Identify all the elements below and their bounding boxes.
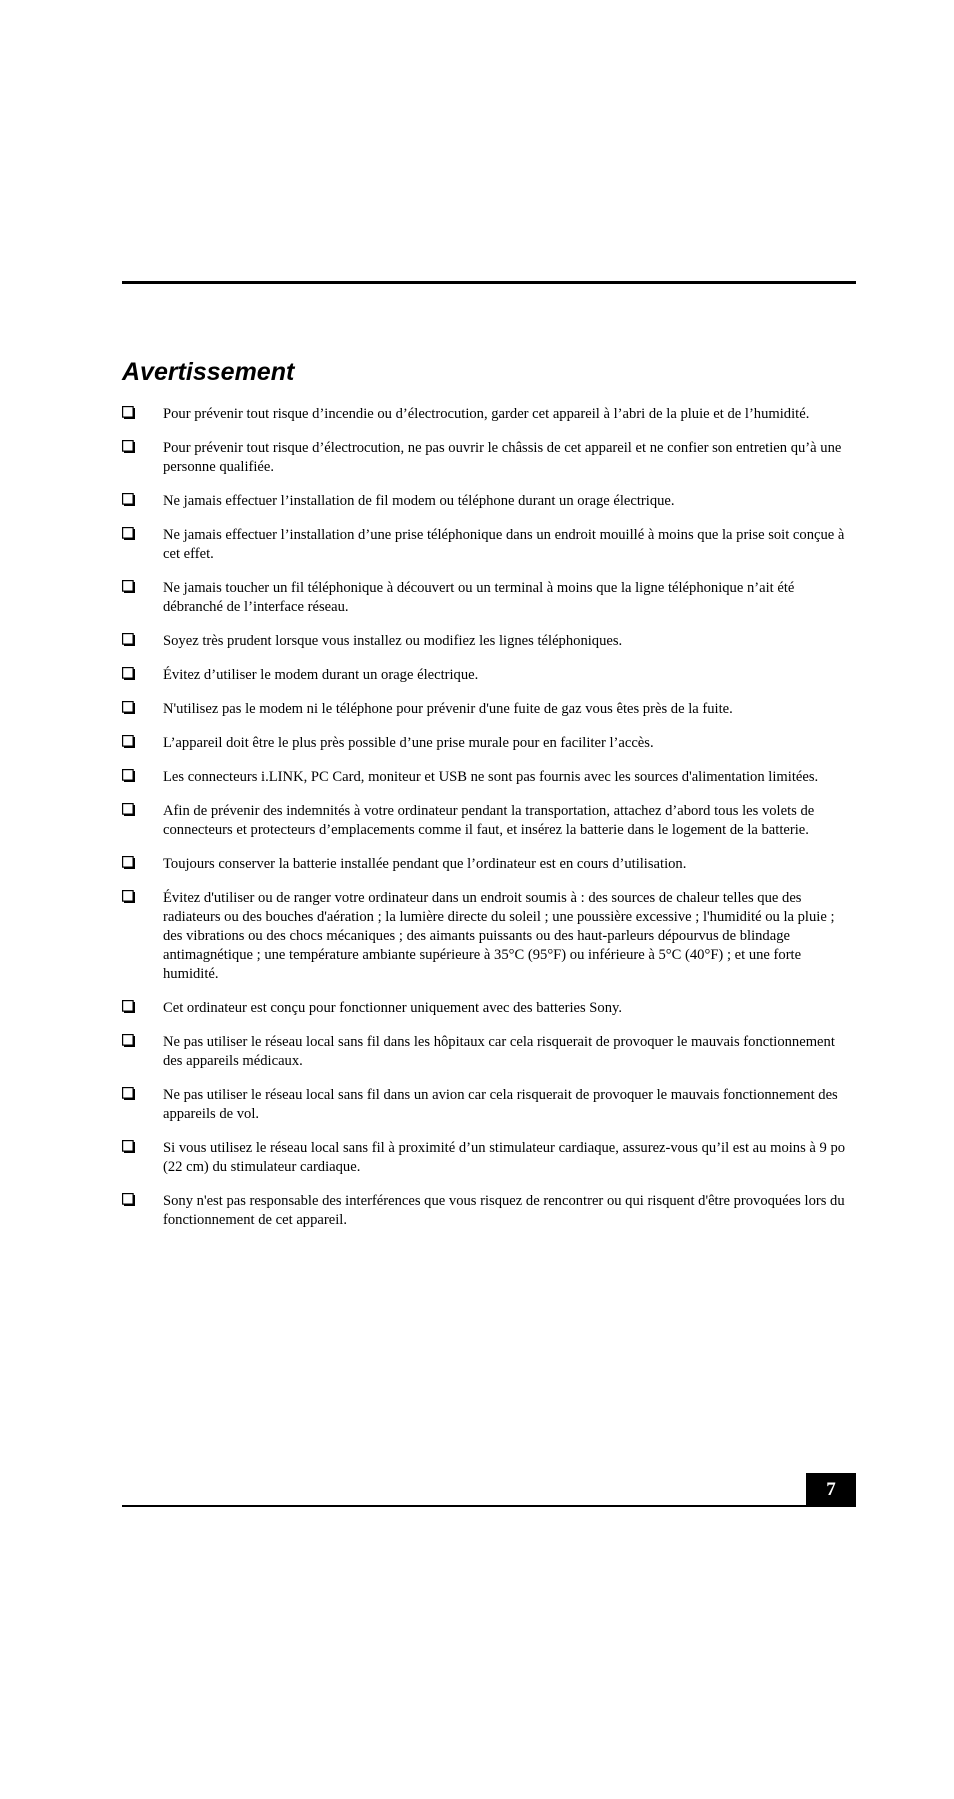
list-item-text: L’appareil doit être le plus près possible d’une prise murale pour en faciliter l’accès. [163,735,654,751]
list-item [122,802,856,840]
page-number: 7 [806,1473,856,1506]
checkbox-icon [122,769,135,782]
list-item-text: Ne jamais effectuer l’installation d’une prise téléphonique dans un endroit mouillé à moins que la prise soit conçue à cet effet. [163,527,845,562]
list-item [122,579,856,617]
list-item [122,439,856,477]
list-item [122,492,856,511]
list-item [122,1192,856,1230]
list-item [122,700,856,719]
list-item [122,999,856,1018]
list-item-text: Évitez d’utiliser le modem durant un orage électrique. [163,667,479,683]
list-item-text: Pour prévenir tout risque d’incendie ou d’électrocution, garder cet appareil à l’abri de la pluie et de l’humidité. [163,406,810,422]
checkbox-icon [122,406,135,419]
footer-rule [122,1505,856,1507]
checkbox-icon [122,735,135,748]
list-item-text: Si vous utilisez le réseau local sans fil à proximité d’un stimulateur cardiaque, assurez-vous qu’il est au moins à 9 po (22 cm) du stimulateur cardiaque. [163,1140,846,1175]
list-item-text: Ne pas utiliser le réseau local sans fil dans un avion car cela risquerait de provoquer le mauvais fonctionnement des appareils de vol. [163,1087,838,1122]
checkbox-icon [122,856,135,869]
list-item [122,666,856,685]
list-item [122,768,856,787]
list-item-text: Les connecteurs i.LINK, PC Card, moniteur et USB ne sont pas fournis avec les sources d'alimentation limitées. [163,769,819,785]
list-item-text: Toujours conserver la batterie installée pendant que l’ordinateur est en cours d’utilisation. [163,856,687,872]
header-rule [122,281,856,284]
list-item-text: Ne jamais toucher un fil téléphonique à découvert ou un terminal à moins que la ligne téléphonique n’ait été débranché de l’interface réseau. [163,580,795,615]
list-item-text: Pour prévenir tout risque d’électrocution, ne pas ouvrir le châssis de cet appareil et ne confier son entretien qu’à une personne qualifiée. [163,440,842,475]
list-item [122,1086,856,1124]
warning-list [122,405,856,1245]
list-item-text: Évitez d'utiliser ou de ranger votre ordinateur dans un endroit soumis à : des sources de chaleur telles que des radiateurs ou des bouches d'aération ; la lumière directe du soleil ; une poussière excessive ; l'humidité ou la pluie ; des vibrations ou des chocs mécaniques ; des aimants puissants ou des haut-parleurs dépourvus de blindage antimagnétique ; une température ambiante supérieure à 35°C (95°F) ou inférieure à 5°C (40°F) ; et une forte humidité. [163,890,835,982]
list-item-text: Ne jamais effectuer l’installation de fil modem ou téléphone durant un orage électrique. [163,493,675,509]
list-item-text: N'utilisez pas le modem ni le téléphone pour prévenir d'une fuite de gaz vous êtes près de la fuite. [163,701,733,717]
list-item-text: Ne pas utiliser le réseau local sans fil dans les hôpitaux car cela risquerait de provoquer le mauvais fonctionnement des appareils médicaux. [163,1034,835,1069]
checkbox-icon [122,1087,135,1100]
list-item [122,734,856,753]
list-item [122,405,856,424]
checkbox-icon [122,1000,135,1013]
checkbox-icon [122,440,135,453]
list-item-text: Soyez très prudent lorsque vous installez ou modifiez les lignes téléphoniques. [163,633,623,649]
checkbox-icon [122,633,135,646]
checkbox-icon [122,1193,135,1206]
list-item-text: Sony n'est pas responsable des interférences que vous risquez de rencontrer ou qui risquent d'être provoquées lors du fonctionnement de cet appareil. [163,1193,845,1228]
list-item [122,1033,856,1071]
checkbox-icon [122,493,135,506]
checkbox-icon [122,890,135,903]
list-item [122,855,856,874]
list-item [122,526,856,564]
checkbox-icon [122,701,135,714]
list-item [122,1139,856,1177]
checkbox-icon [122,580,135,593]
page-title: Avertissement [122,358,295,386]
list-item-text: Cet ordinateur est conçu pour fonctionner uniquement avec des batteries Sony. [163,1000,623,1016]
checkbox-icon [122,1034,135,1047]
checkbox-icon [122,527,135,540]
checkbox-icon [122,1140,135,1153]
checkbox-icon [122,803,135,816]
checkbox-icon [122,667,135,680]
list-item [122,889,856,984]
list-item [122,632,856,651]
list-item-text: Afin de prévenir des indemnités à votre ordinateur pendant la transportation, attachez d’abord tous les volets de connecteurs et protecteurs d’emplacements comme il faut, et insérez la batterie dans le logement de la batterie. [163,803,815,838]
